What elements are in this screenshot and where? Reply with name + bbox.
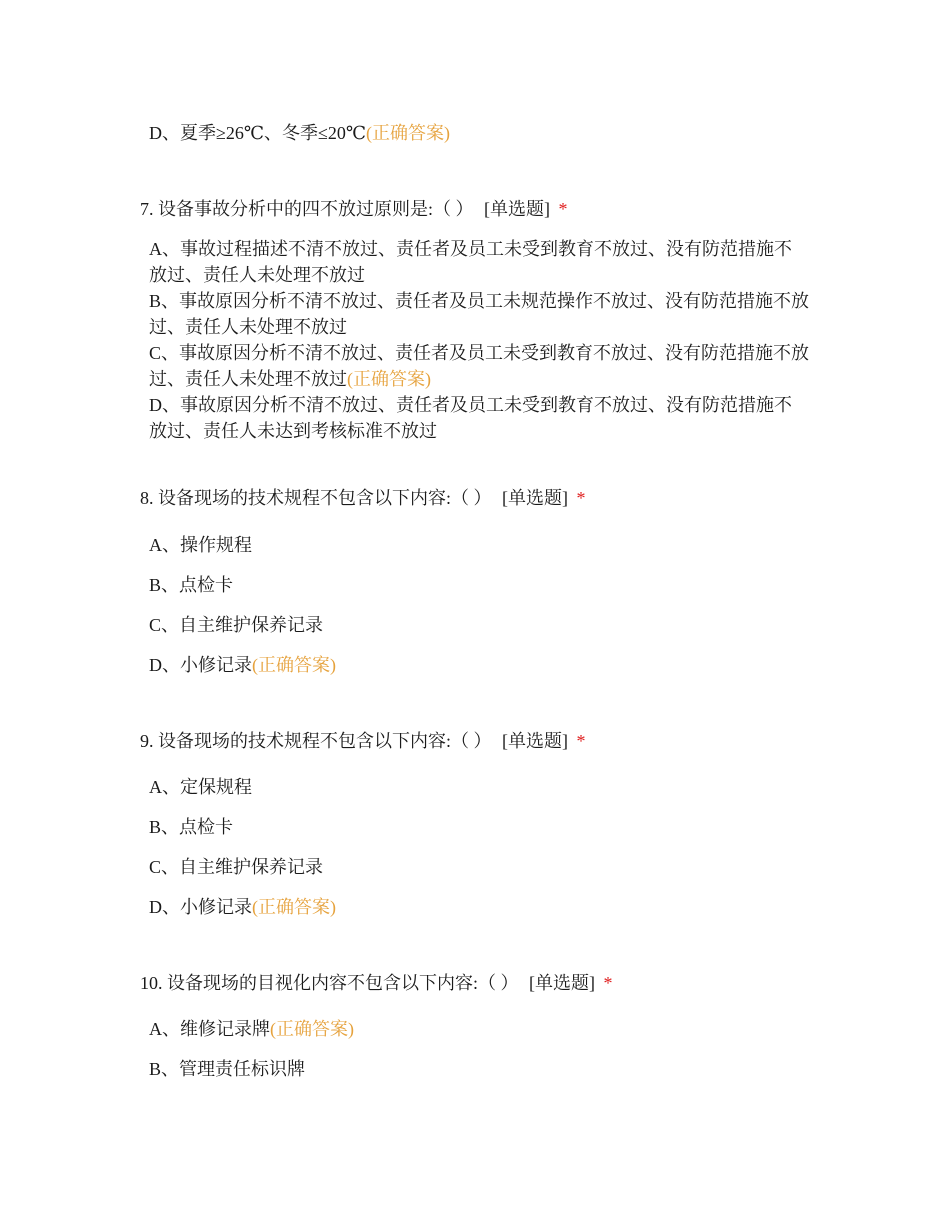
- option-label: A、事故过程描述不清不放过、责任者及员工未受到教育不放过、没有防范措施不放过、责任人未处理不放过: [149, 239, 792, 285]
- question-type: [单选题]: [502, 488, 568, 508]
- option-q9-d: [149, 894, 809, 920]
- option-q6-d: [149, 120, 809, 146]
- correct-answer-tag: (正确答案): [252, 897, 336, 917]
- question-number: 10.: [140, 973, 163, 993]
- option-q8-a: [149, 532, 809, 558]
- option-q8-c: [149, 612, 809, 638]
- option-q7-b: [149, 288, 809, 340]
- correct-answer-tag: (正确答案): [347, 369, 431, 389]
- option-label: B、事故原因分析不清不放过、责任者及员工未规范操作不放过、没有防范措施不放过、责任人未处理不放过: [149, 291, 810, 337]
- option-label: D、小修记录: [149, 897, 252, 917]
- option-label: D、夏季≥26℃、冬季≤20℃: [149, 123, 367, 143]
- correct-answer-tag: (正确答案): [366, 123, 451, 143]
- option-label: D、事故原因分析不清不放过、责任者及员工未受到教育不放过、没有防范措施不放过、责任人未达到考核标准不放过: [149, 395, 792, 441]
- option-q8-d: [149, 652, 809, 678]
- question-text: 设备现场的技术规程不包含以下内容:（ ）: [158, 731, 492, 751]
- required-marker: *: [558, 199, 568, 219]
- option-label: A、操作规程: [149, 535, 252, 555]
- question-7-title: [140, 197, 568, 221]
- option-q7-a: [149, 236, 809, 288]
- option-q7-c: [149, 340, 809, 392]
- option-label: C、事故原因分析不清不放过、责任者及员工未受到教育不放过、没有防范措施不放过、责任人未处理不放过: [149, 343, 810, 389]
- option-q8-b: [149, 572, 809, 598]
- question-9-title: [140, 729, 586, 753]
- option-label: C、自主维护保养记录: [149, 857, 324, 877]
- question-number: 9.: [140, 731, 154, 751]
- correct-answer-tag: (正确答案): [252, 655, 336, 675]
- question-number: 7.: [140, 199, 154, 219]
- required-marker: *: [603, 973, 613, 993]
- question-type: [单选题]: [484, 199, 550, 219]
- option-q9-c: [149, 854, 809, 880]
- option-label: B、点检卡: [149, 817, 234, 837]
- question-number: 8.: [140, 488, 154, 508]
- question-text: 设备现场的技术规程不包含以下内容:（ ）: [158, 488, 492, 508]
- question-text: 设备事故分析中的四不放过原则是:（ ）: [158, 199, 474, 219]
- option-q10-b: [149, 1056, 809, 1082]
- option-q7-d: [149, 392, 809, 444]
- correct-answer-tag: (正确答案): [270, 1019, 354, 1039]
- option-label: A、定保规程: [149, 777, 252, 797]
- question-8-title: [140, 486, 586, 510]
- question-type: [单选题]: [529, 973, 595, 993]
- required-marker: *: [576, 488, 586, 508]
- option-q9-b: [149, 814, 809, 840]
- option-label: B、管理责任标识牌: [149, 1059, 306, 1079]
- option-label: B、点检卡: [149, 575, 234, 595]
- option-q9-a: [149, 774, 809, 800]
- question-10-title: [140, 971, 613, 995]
- option-q10-a: [149, 1016, 809, 1042]
- required-marker: *: [576, 731, 586, 751]
- option-label: A、维修记录牌: [149, 1019, 270, 1039]
- option-label: D、小修记录: [149, 655, 252, 675]
- question-type: [单选题]: [502, 731, 568, 751]
- option-label: C、自主维护保养记录: [149, 615, 324, 635]
- question-text: 设备现场的目视化内容不包含以下内容:（ ）: [167, 973, 519, 993]
